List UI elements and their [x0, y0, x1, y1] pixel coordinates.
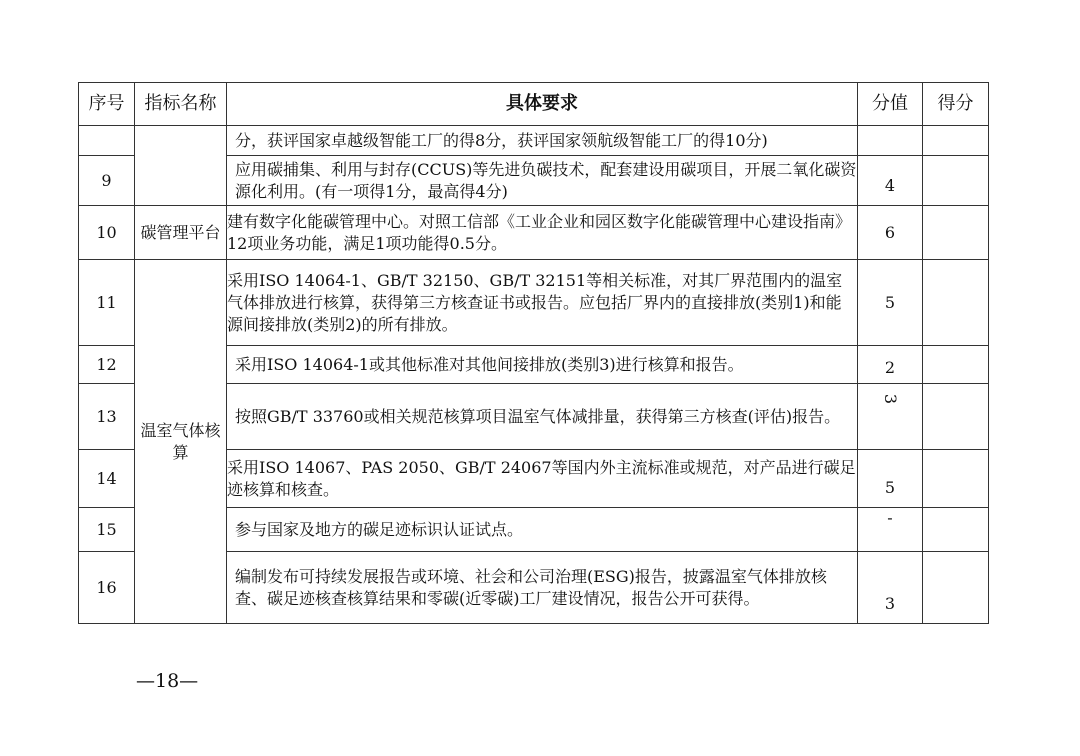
row-score: 2 [858, 346, 923, 384]
row-requirement: 采用ISO 14064-1或其他标准对其他间接排放(类别3)进行核算和报告。 [227, 346, 858, 384]
row-requirement: 建有数字化能碳管理中心。对照工信部《工业企业和园区数字化能碳管理中心建设指南》12项业务功能，满足1项功能得0.5分。 [227, 206, 858, 260]
row-requirement: 分，获评国家卓越级智能工厂的得8分，获评国家领航级智能工厂的得10分) [227, 126, 858, 156]
row-earned [923, 156, 989, 206]
indicator-name-ghg-accounting: 温室气体核算 [135, 260, 227, 624]
row-earned [923, 450, 989, 508]
row-requirement: 参与国家及地方的碳足迹标识认证试点。 [227, 508, 858, 552]
indicator-table [78, 82, 989, 624]
row-score: - [858, 508, 923, 552]
header-indicator-name: 指标名称 [135, 83, 227, 126]
table-header-row [79, 83, 989, 126]
row-earned [923, 126, 989, 156]
row-requirement: 按照GB/T 33760或相关规范核算项目温室气体减排量，获得第三方核查(评估)报告。 [227, 384, 858, 450]
indicator-name-carbon-platform: 碳管理平台 [135, 206, 227, 260]
row-seq: 13 [79, 384, 135, 450]
header-earned: 得分 [923, 83, 989, 126]
table-row [79, 206, 989, 260]
row-score: 5 [858, 450, 923, 508]
table-row [79, 126, 989, 156]
page-number: —18— [136, 670, 199, 692]
header-score: 分值 [858, 83, 923, 126]
row-earned [923, 346, 989, 384]
row-earned [923, 384, 989, 450]
row-requirement: 采用ISO 14067、PAS 2050、GB/T 24067等国内外主流标准或规范，对产品进行碳足迹核算和核查。 [227, 450, 858, 508]
row-seq: 9 [79, 156, 135, 206]
row-requirement: 应用碳捕集、利用与封存(CCUS)等先进负碳技术，配套建设用碳项目，开展二氧化碳资源化利用。(有一项得1分，最高得4分) [227, 156, 858, 206]
header-seq: 序号 [79, 83, 135, 126]
indicator-name-empty [135, 126, 227, 206]
row-seq: 10 [79, 206, 135, 260]
row-requirement: 编制发布可持续发展报告或环境、社会和公司治理(ESG)报告，披露温室气体排放核查、碳足迹核查核算结果和零碳(近零碳)工厂建设情况，报告公开可获得。 [227, 552, 858, 624]
row-seq: 11 [79, 260, 135, 346]
row-score-rotated: 3 [881, 393, 900, 405]
row-seq: 16 [79, 552, 135, 624]
row-earned [923, 206, 989, 260]
row-score: 5 [858, 260, 923, 346]
row-requirement: 采用ISO 14064-1、GB/T 32150、GB/T 32151等相关标准，对其厂界范围内的温室气体排放进行核算，获得第三方核查证书或报告。应包括厂界内的直接排放(类别1)和能源间接排放(类别2)的所有排放。 [227, 260, 858, 346]
row-earned [923, 508, 989, 552]
row-seq: 14 [79, 450, 135, 508]
row-score [858, 126, 923, 156]
header-requirement: 具体要求 [227, 83, 858, 126]
row-score: 6 [858, 206, 923, 260]
row-earned [923, 260, 989, 346]
row-earned [923, 552, 989, 624]
row-seq: 12 [79, 346, 135, 384]
row-score: 3 [858, 552, 923, 624]
row-score: 4 [858, 156, 923, 206]
table-row [79, 260, 989, 346]
row-seq: 15 [79, 508, 135, 552]
row-score [858, 384, 923, 450]
row-seq [79, 126, 135, 156]
